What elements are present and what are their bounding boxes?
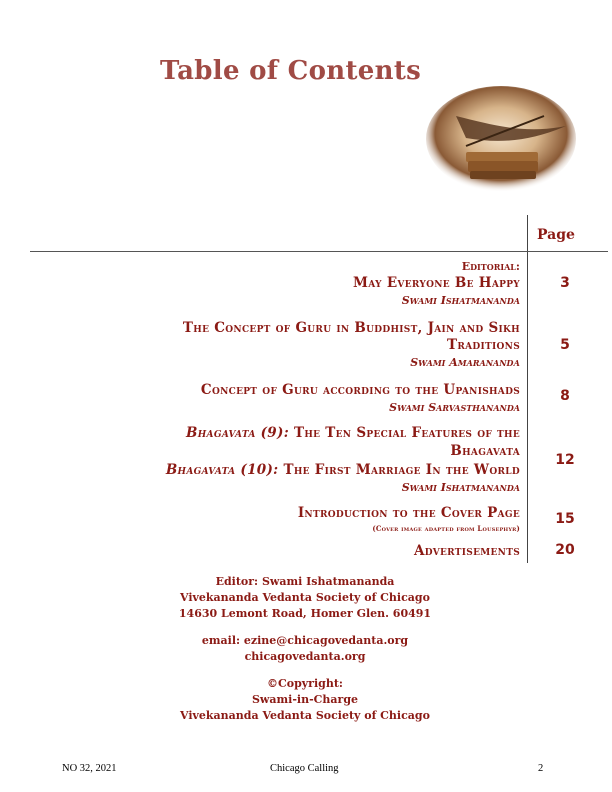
toc-entry-title[interactable]: Advertisements xyxy=(414,543,520,559)
toc-entry-title[interactable] xyxy=(186,425,520,441)
toc-page-number[interactable]: 8 xyxy=(560,388,570,404)
toc-page-number[interactable]: 15 xyxy=(555,511,575,527)
page-column-header: Page xyxy=(537,227,575,243)
copyright-label: ©Copyright: xyxy=(267,677,343,690)
toc-page-number[interactable]: 12 xyxy=(555,452,575,468)
toc-page-number[interactable]: 5 xyxy=(560,337,570,353)
toc-page-number[interactable]: 3 xyxy=(560,275,570,291)
toc-entry-title[interactable]: The Concept of Guru in Buddhist, Jain and Sikh xyxy=(182,320,520,336)
copyright-owner: Swami-in-Charge xyxy=(251,693,359,706)
editorial-label: Editorial: xyxy=(461,260,520,273)
toc-entry-prefix: Bhagavata (10): xyxy=(165,462,279,478)
toc-entry-title-cont[interactable]: Traditions xyxy=(447,337,520,353)
toc-entry-title-cont[interactable]: Bhagavata xyxy=(450,443,520,459)
editor-line: Editor: Swami Ishatmananda xyxy=(215,575,395,588)
page-column-divider xyxy=(527,215,528,563)
footer-issue: NO 32, 2021 xyxy=(62,763,117,774)
quill-and-books-image xyxy=(426,86,576,192)
toc-page-number[interactable]: 20 xyxy=(555,542,575,558)
toc-entry-title[interactable]: Introduction to the Cover Page xyxy=(297,505,520,521)
copyright-organization: Vivekananda Vedanta Society of Chicago xyxy=(180,709,430,722)
footer-page-number: 2 xyxy=(538,763,544,774)
toc-entry-title-text: The First Marriage In the World xyxy=(278,462,520,478)
toc-entry-author: Swami Ishatmananda xyxy=(401,481,520,494)
toc-entry-title[interactable]: May Everyone Be Happy xyxy=(353,275,520,291)
toc-entry-note: (Cover image adapted from Lousephyr) xyxy=(372,524,520,533)
toc-entry-prefix: Bhagavata (9): xyxy=(186,425,289,441)
society-address: 14630 Lemont Road, Homer Glen. 60491 xyxy=(178,607,432,620)
page-title: Table of Contents xyxy=(160,56,422,86)
society-name: Vivekananda Vedanta Society of Chicago xyxy=(180,591,430,604)
footer-publication: Chicago Calling xyxy=(270,763,339,774)
toc-entry-title-text: The Ten Special Features of the xyxy=(288,425,520,441)
email-link[interactable]: email: ezine@chicagovedanta.org xyxy=(201,634,409,647)
toc-entry-author: Swami Ishatmananda xyxy=(401,294,520,307)
header-rule xyxy=(30,251,608,252)
toc-entry-title[interactable]: Concept of Guru according to the Upanishads xyxy=(200,382,520,398)
toc-entry-title[interactable] xyxy=(166,462,520,478)
website-link[interactable]: chicagovedanta.org xyxy=(244,650,366,663)
toc-entry-author: Swami Amaranandа xyxy=(410,356,520,369)
toc-entry-author: Swami Sarvasthananda xyxy=(389,401,520,414)
